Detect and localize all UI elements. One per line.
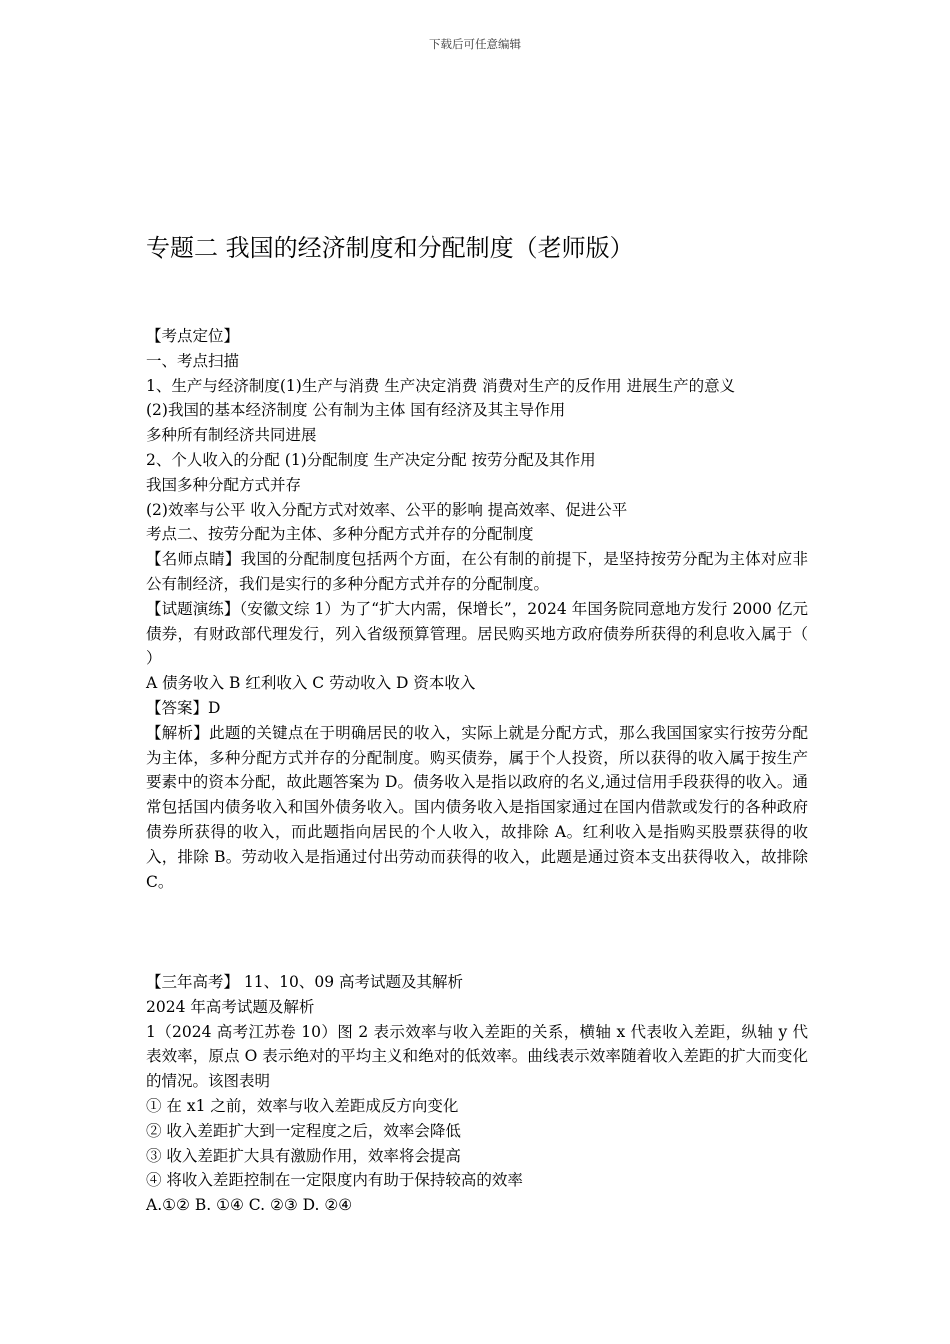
point-income-distribution: 2、个人收入的分配 (1)分配制度 生产决定分配 按劳分配及其作用 bbox=[146, 450, 596, 469]
subheading-scan: 一、考点扫描 bbox=[146, 351, 240, 370]
statement-4: ④ 将收入差距控制在一定限度内有助于保持较高的效率 bbox=[146, 1171, 523, 1190]
statement-2: ② 收入差距扩大到一定程度之后，效率会降低 bbox=[146, 1121, 461, 1140]
exam-question-1: 1（2024 高考江苏卷 10）图 2 表示效率与收入差距的关系，横轴 x 代表收入差距，纵轴 y 代表效率，原点 O 表示绝对的平均主义和绝对的低效率。曲线表示效率随着收入差距的扩大而变化的情况。该图表明 bbox=[146, 1022, 808, 1091]
point-production-economy: 1、生产与经济制度(1)生产与消费 生产决定消费 消费对生产的反作用 进展生产的意义 bbox=[146, 376, 736, 395]
question-options: A 债务收入 B 红利收入 C 劳动收入 D 资本收入 bbox=[146, 674, 476, 693]
exam-point-section bbox=[146, 324, 808, 894]
statement-3: ③ 收入差距扩大具有激励作用，效率将会提高 bbox=[146, 1146, 461, 1165]
practice-question: 【试题演练】（安徽文综 1）为了“扩大内需，保增长”，2024 年国务院同意地方发行 2000 亿元债券，有财政部代理发行，列入省级预算管理。居民购买地方政府债券所获得的利息收入属于（ ） bbox=[146, 599, 808, 668]
point-two-heading: 考点二、按劳分配为主体、多种分配方式并存的分配制度 bbox=[146, 525, 534, 544]
answer-choices: A.①② B. ①④ C. ②③ D. ②④ bbox=[146, 1196, 353, 1215]
point-multiple-ownership: 多种所有制经济共同进展 bbox=[146, 426, 317, 445]
subheading-2024-exam: 2024 年高考试题及解析 bbox=[146, 997, 315, 1016]
point-efficiency-fairness: (2)效率与公平 收入分配方式对效率、公平的影响 提高效率、促进公平 bbox=[146, 500, 628, 519]
point-multiple-distribution: 我国多种分配方式并存 bbox=[146, 475, 302, 494]
three-year-exam-section bbox=[146, 970, 808, 1218]
teacher-tip-paragraph: 【名师点睛】我国的分配制度包括两个方面，在公有制的前提下，是坚持按劳分配为主体对应非公有制经济，我们是实行的多种分配方式并存的分配制度。 bbox=[146, 550, 808, 593]
page-header-note: 下载后可任意编辑 bbox=[429, 37, 521, 51]
statement-1: ① 在 x1 之前，效率与收入差距成反方向变化 bbox=[146, 1096, 459, 1115]
point-basic-economic-system: (2)我国的基本经济制度 公有制为主体 国有经济及其主导作用 bbox=[146, 401, 566, 420]
section-label-three-year: 【三年高考】 11、10、09 高考试题及其解析 bbox=[146, 973, 464, 991]
analysis-paragraph: 【解析】此题的关键点在于明确居民的收入，实际上就是分配方式，那么我国国家实行按劳分配为主体，多种分配方式并存的分配制度。购买债券，属于个人投资，所以获得的收入属于按生产要素中的资本分配，故此题答案为 D。债务收入是指以政府的名义,通过信用手段获得的收入。通常包括国内债务收入和国外债务收入。国内债务收入是指国家通过在国内借款或发行的各种政府债券所获得的收入，而此题指向居民的个人收入，故排除 A。红利收入是指购买股票获得的收入，排除 B。劳动收入是指通过付出劳动而获得的收入，此题是通过资本支出获得收入，故排除 C。 bbox=[146, 723, 808, 891]
section-label-exam-points: 【考点定位】 bbox=[146, 327, 240, 345]
answer-line: 【答案】D bbox=[146, 698, 221, 717]
document-title: 专题二 我国的经济制度和分配制度（老师版） bbox=[146, 234, 634, 262]
